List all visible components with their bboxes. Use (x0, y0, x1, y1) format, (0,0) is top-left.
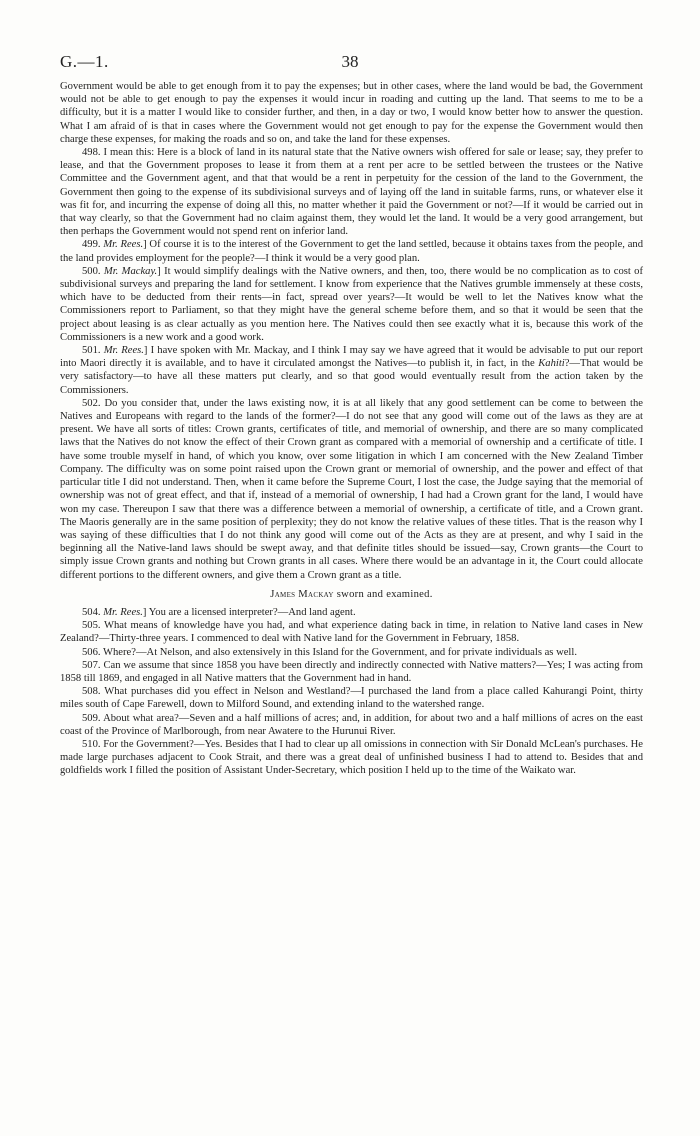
paragraph: 500. Mr. Mackay.] It would simplify dealings with the Native owners, and then, too, there would be no complication as to cost of subdivisional surveys and preparing the land for settlement. I know from experience that the Natives grumble immensely at these costs, which have to be deducted from their rents—in fact, spread over years?—It would be well to let the Natives know what the Commissioners report to Parliament, so that they might have the general scheme before them, and so that it would be seen that the project about leasing is as clear actually as you mention here. The Natives could then see exactly what it is, because this work of the Commissioners is a new work and a good work. (60, 265, 643, 343)
paragraph: 502. Do you consider that, under the laws existing now, it is at all likely that any good settlement can be come to between the Natives and Europeans with regard to the lands of the former?—I do not see that any good will come out of the laws as they are at present. We have all sorts of titles: Crown grants, certificates of title, and memorial of ownership, and there are so many complicated laws that the Natives do not know the effect of their Crown grant as compared with a memorial of ownership and a certificate of title. I have some trouble myself in hand, of which you know, over some litigation in which I am concerned with the New Zealand Timber Company. The difficulty was on some point raised upon the Crown grant or memorial of ownership, and the power and effect of that particular title I did not understand. Then, when it came before the Supreme Court, I lost the case, the Judge saying that the memorial of ownership was not of great effect, and that if, instead of a memorial of ownership, I had had a Crown grant for the land, I would have won my case. Thereupon I saw that there was a difference between a memorial of ownership, a certificate of title, and a Crown grant. The Maoris generally are in the same position of perplexity; they do not know the relative values of these titles. That is the reason why I was saying of these difficulties that I do not think any good will come out of the Acts as they are at present, and why I said in the beginning all the Native-land laws should be swept away, and that definite titles should be issued—say, Crown grants—the Court to simply issue Crown grants and nothing but Crown grants in all cases. Where there would be an advantage in it, the Court could allocate different portions to the different owners, and give them a Crown grant as a title. (60, 397, 643, 581)
paragraph: 498. I mean this: Here is a block of land in its natural state that the Native owners wish offered for sale or lease; say, they prefer to lease, and that the Government proposes to lease it from them at a rent per acre to be settled between the trustees or the Native Committee and the Government agent, and that that would be a rent in perpetuity for the cession of the land to the Government, the Government then going to the expense of its subdivisional surveys and of laying off the land in suitable farms, runs, or whatever else it was fit for, and incurring the expense of doing all this, no matter whether it paid the Government or not?—If it would be carried out in that way clearly, so that the Government had no claim against them, they would let the land. It would be a very good arrangement, but then perhaps the Government would not spend rent on inferior land. (60, 147, 643, 238)
paragraph: 509. About what area?—Seven and a half millions of acres; and, in addition, for about two and a half millions of acres on the east coast of the Province of Marlborough, from near Awatere to the Hurunui River. (60, 712, 643, 737)
document-body (60, 80, 643, 778)
paragraph: 510. For the Government?—Yes. Besides that I had to clear up all omissions in connection with Sir Donald McLean's purchases. He made large purchases adjacent to Cook Strait, and there was a great deal of unfinished business I had to attend to. Besides that and goldfields work I filled the position of Assistant Under-Secretary, which position I held up to the time of the Waikato war. (60, 738, 643, 777)
paragraph: 508. What purchases did you effect in Nelson and Westland?—I purchased the land from a place called Kahurangi Point, thirty miles south of Cape Farewell, down to Milford Sound, and extending inland to the watershed range. (60, 686, 643, 711)
paragraph: 507. Can we assume that since 1858 you have been directly and indirectly connected with Native matters?—Yes; I was acting from 1858 till 1869, and engaged in all Native matters that the Government had in hand. (60, 659, 643, 684)
paragraph: 506. Where?—At Nelson, and also extensively in this Island for the Government, and for private individuals as well. (82, 646, 577, 658)
paragraph: 499. Mr. Rees.] Of course it is to the interest of the Government to get the land settled, because it obtains taxes from the people, and the land provides employment for the people?—I think it would be a very good plan. (60, 239, 643, 264)
page-number: 38 (341, 52, 359, 71)
section-heading: James Mackay sworn and examined. (270, 588, 433, 600)
paragraph: 505. What means of knowledge have you had, and what experience dating back in time, in relation to Native land cases in New Zealand?—Thirty-three years. I commenced to deal with Native land for the Government in February, 1858. (60, 620, 643, 645)
paragraph: 504. Mr. Rees.] You are a licensed interpreter?—And land agent. (82, 606, 356, 618)
paragraph: Government would be able to get enough from it to pay the expenses; but in other cases, where the land would be bad, the Government would not be able to get enough to pay the expenses it would incur in roading and cutting up the land. That seems to me to be a difficulty, but it is a matter I would like to consider further, and then, in a day or two, I would know better how to answer the question. What I am afraid of is that in cases where the Government would not get enough to pay for the expense the Government would then charge these expenses, for making the roads and so on, and take the land for these expenses. (60, 81, 643, 145)
page-header (60, 52, 640, 74)
document-code: G.—1. (60, 52, 109, 71)
paragraph: 501. Mr. Rees.] I have spoken with Mr. Mackay, and I think I may say we have agreed that it would be advisable to put our report into Maori directly it is available, and to have it circulated amongst the Natives—to publish it, in fact, in the Kahiti?—That would be very satisfactory—to have all these matters put clearly, and so that good would eventually result from the action taken by the Commissioners. (60, 345, 643, 396)
